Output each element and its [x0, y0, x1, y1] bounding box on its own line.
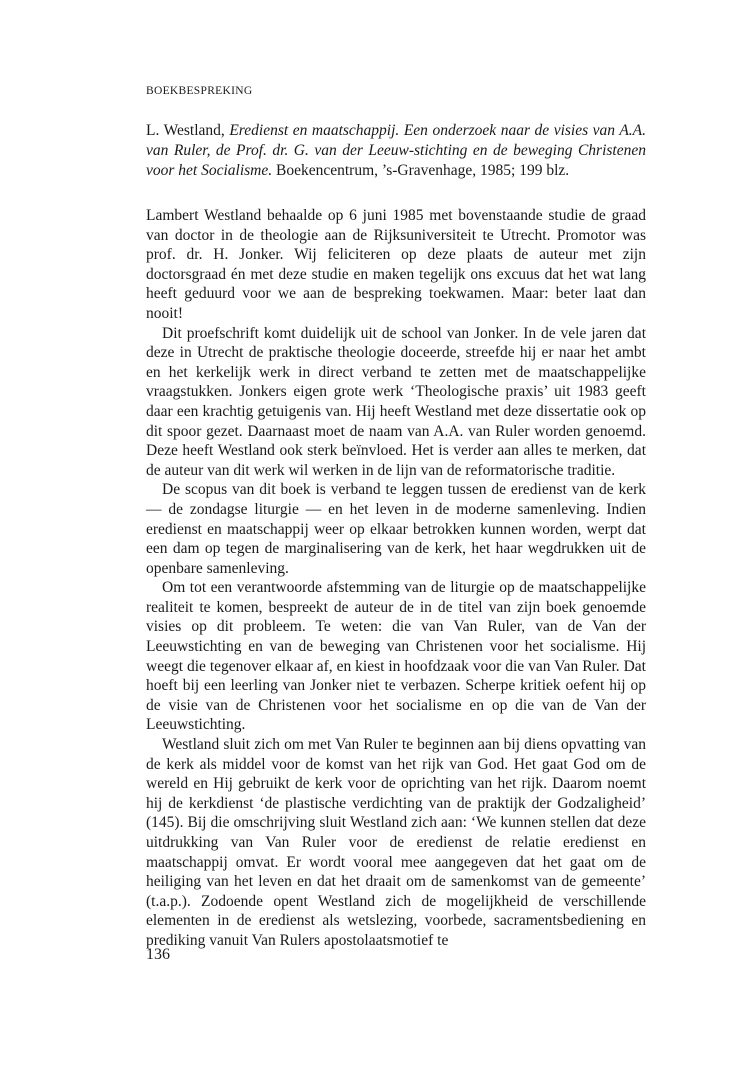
paragraph: De scopus van dit boek is verband te leggen tussen de eredienst van de kerk — de zondagse liturgie — en het leven in de moderne samenleving. Indien eredienst en maatschappij weer op elkaar betrokken kunnen worden, werpt dat een dam op tegen de marginalisering van de kerk, het haar wegdrukken uit de openbare samenleving. — [146, 481, 646, 577]
paragraph: Lambert Westland behaalde op 6 juni 1985 met bovenstaande studie de graad van doctor in de theologie aan de Rijksuniversiteit te Utrecht. Promotor was prof. dr. H. Jonker. Wij feliciteren op deze plaats de auteur met zijn doctorsgraad én met deze studie en maken tegelijk ons excuus dat het wat lang heeft geduurd voor we aan de bespreking toekwamen. Maar: beter laat dan nooit! — [146, 207, 646, 322]
paragraph: Om tot een verantwoorde afstemming van de liturgie op de maatschappelijke realiteit te komen, bespreekt de auteur de in de titel van zijn boek genoemde visies op dit probleem. Te weten: die van Van Ruler, van de Van der Leeuwstichting en van de beweging van Christenen voor het socialisme. Hij weegt die tegenover elkaar af, en kiest in hoofdzaak voor die van Van Ruler. Dat hoeft bij een leerling van Jonker niet te verbazen. Scherpe kritiek oefent hij op de visie van de Christenen voor het socialisme en op die van de Van der Leeuwstichting. — [146, 579, 646, 734]
citation-publisher: Boekencentrum, ’s-Gravenhage, 1985; 199 blz. — [272, 162, 570, 179]
paragraph: Westland sluit zich om met Van Ruler te beginnen aan bij diens opvatting van de kerk als middel voor de komst van het rijk van God. Het gaat God om de wereld en Hij gebruikt de kerk voor de oprichting van het rijk. Daarom noemt hij de kerkdienst ‘de plastische verdichting van de praktijk der Godzaligheid’ (145). Bij die omschrijving sluit Westland zich aan: ‘We kunnen stellen dat deze uitdrukking van Van Ruler voor de eredienst de relatie eredienst en maatschappij omvat. Er wordt vooral mee aangegeven dat het gaat om de heiliging van het leven en dat het draait om de samenkomst van de gemeente’ (t.a.p.). Zodoende opent Westland zich de mogelijkheid de verschillende elementen in de eredienst als wetslezing, voorbede, sacramentsbediening en prediking vanuit Van Rulers apostolaatsmotief te — [146, 736, 646, 949]
page-number: 136 — [146, 946, 170, 963]
review-body — [146, 206, 646, 951]
citation-title: Eredienst en maatschappij. Een onderzoek naar de visies van A.A. van Ruler, de Prof. dr. G. van der Leeuw-stichting en de beweging Christenen voor het Socialisme. — [146, 122, 647, 179]
citation-author: L. Westland, — [146, 122, 230, 139]
book-citation — [146, 121, 646, 181]
section-header: BOEKBESPREKING — [146, 85, 253, 97]
book-review-page — [146, 84, 646, 951]
paragraph: Dit proefschrift komt duidelijk uit de school van Jonker. In de vele jaren dat deze in Utrecht de praktische theologie doceerde, streefde hij er naar het ambt en het kerkelijk werk in direct verband te zetten met de maatschappelijke vraagstukken. Jonkers eigen grote werk ‘Theologische praxis’ uit 1983 geeft daar een krachtig getuigenis van. Hij heeft Westland met deze dissertatie ook op dit spoor gezet. Daarnaast moet de naam van A.A. van Ruler worden genoemd. Deze heeft Westland ook sterk beïnvloed. Het is verder aan alles te merken, dat de auteur van dit werk wil werken in de lijn van de reformatorische traditie. — [146, 324, 646, 479]
